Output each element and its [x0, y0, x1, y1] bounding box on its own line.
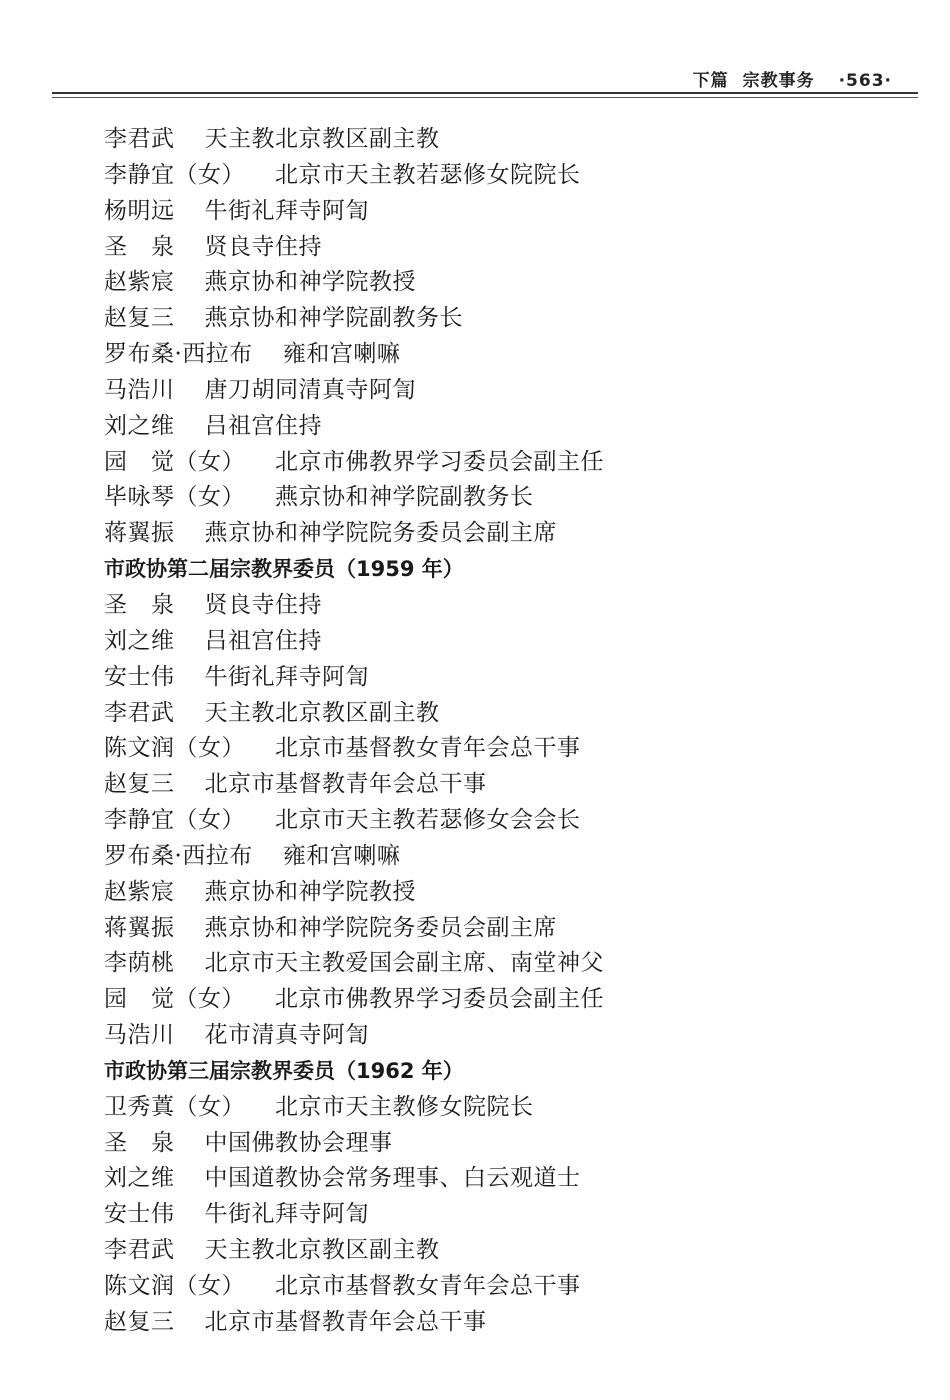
- running-header: [693, 66, 892, 91]
- member-role: 牛街礼拜寺阿訇: [204, 663, 369, 690]
- member-name: 赵复三: [104, 305, 175, 332]
- member-entry: [104, 875, 904, 911]
- member-role: 燕京协和神学院院务委员会副主席: [204, 914, 557, 941]
- member-role: 北京市天主教若瑟修女院院长: [275, 161, 581, 188]
- member-name: 蒋翼振: [104, 520, 175, 547]
- member-entry: [104, 1018, 904, 1054]
- member-list: [104, 122, 904, 1341]
- member-name: 毕咏琴（女）: [104, 484, 245, 511]
- member-entry: [104, 122, 904, 158]
- member-role: 贤良寺住持: [204, 591, 322, 618]
- member-role: 北京市佛教界学习委员会副主任: [275, 986, 604, 1013]
- member-role: 燕京协和神学院副教务长: [204, 305, 463, 332]
- member-name: 圣 泉: [104, 591, 175, 618]
- member-role: 北京市天主教爱国会副主席、南堂神父: [204, 950, 604, 977]
- member-name: 罗布桑·西拉布: [104, 341, 253, 368]
- member-entry: [104, 158, 904, 194]
- member-name: 安士伟: [104, 1201, 175, 1228]
- member-entry: [104, 1090, 904, 1126]
- member-role: 吕祖宫住持: [204, 627, 322, 654]
- member-entry: [104, 911, 904, 947]
- member-role: 中国佛教协会理事: [204, 1129, 393, 1156]
- member-entry: [104, 480, 904, 516]
- member-entry: [104, 516, 904, 552]
- member-entry: [104, 265, 904, 301]
- member-name: 蒋翼振: [104, 914, 175, 941]
- member-role: 北京市天主教若瑟修女会会长: [275, 807, 581, 834]
- member-entry: [104, 982, 904, 1018]
- member-name: 刘之维: [104, 412, 175, 439]
- member-entry: [104, 660, 904, 696]
- member-entry: [104, 373, 904, 409]
- member-entry: [104, 409, 904, 445]
- member-role: 雍和宫喇嘛: [282, 842, 401, 869]
- member-name: 圣 泉: [104, 1129, 175, 1156]
- member-entry: [104, 803, 904, 839]
- member-role: 北京市基督教青年会总干事: [204, 1308, 487, 1335]
- header-chapter: 宗教事务: [742, 71, 815, 91]
- section-heading: 市政协第二届宗教界委员（1959 年）: [104, 557, 464, 582]
- member-entry: [104, 1126, 904, 1162]
- member-name: 李静宜（女）: [104, 161, 245, 188]
- member-role: 牛街礼拜寺阿訇: [204, 1201, 369, 1228]
- section-heading: 市政协第三届宗教界委员（1962 年）: [104, 1058, 464, 1083]
- member-role: 牛街礼拜寺阿訇: [204, 197, 369, 224]
- header-rule: [52, 92, 918, 94]
- member-role: 天主教北京教区副主教: [204, 126, 440, 152]
- member-name: 刘之维: [104, 1165, 175, 1192]
- member-role: 燕京协和神学院教授: [204, 269, 416, 296]
- member-role: 北京市天主教修女院院长: [275, 1093, 534, 1120]
- member-role: 北京市佛教界学习委员会副主任: [275, 448, 604, 475]
- member-name: 园 觉（女）: [104, 448, 245, 475]
- page-number: ·563·: [838, 71, 892, 91]
- member-entry: [104, 1161, 904, 1197]
- member-name: 罗布桑·西拉布: [104, 842, 253, 869]
- header-section: 下篇: [692, 71, 729, 91]
- member-entry: [104, 1305, 904, 1341]
- member-entry: [104, 696, 904, 732]
- member-entry: [104, 839, 904, 875]
- member-name: 刘之维: [104, 627, 175, 654]
- member-name: 陈文润（女）: [104, 735, 245, 762]
- member-name: 李荫桃: [104, 950, 175, 977]
- member-role: 吕祖宫住持: [204, 412, 322, 439]
- member-name: 赵紫宸: [104, 878, 175, 905]
- member-role: 花市清真寺阿訇: [204, 1022, 369, 1049]
- member-role: 天主教北京教区副主教: [204, 699, 440, 726]
- member-name: 李君武: [104, 126, 175, 152]
- member-entry: [104, 731, 904, 767]
- member-entry: [104, 588, 904, 624]
- member-entry: [104, 624, 904, 660]
- member-entry: [104, 230, 904, 266]
- member-entry: [104, 767, 904, 803]
- member-name: 杨明远: [104, 197, 175, 224]
- member-role: 贤良寺住持: [204, 233, 322, 260]
- member-entry: [104, 194, 904, 230]
- member-name: 赵复三: [104, 771, 175, 798]
- member-role: 北京市基督教女青年会总干事: [275, 735, 581, 762]
- member-role: 中国道教协会常务理事、白云观道士: [204, 1165, 581, 1192]
- member-name: 李静宜（女）: [104, 807, 245, 834]
- member-name: 赵复三: [104, 1308, 175, 1335]
- member-name: 李君武: [104, 1237, 175, 1264]
- member-role: 北京市基督教女青年会总干事: [275, 1273, 581, 1299]
- member-role: 唐刀胡同清真寺阿訇: [204, 376, 416, 403]
- member-name: 园 觉（女）: [104, 986, 245, 1013]
- member-role: 北京市基督教青年会总干事: [204, 771, 487, 798]
- member-entry: [104, 946, 904, 982]
- member-entry: [104, 1233, 904, 1269]
- member-name: 圣 泉: [104, 233, 175, 260]
- member-name: 李君武: [104, 699, 175, 726]
- member-entry: [104, 445, 904, 481]
- member-entry: [104, 1197, 904, 1233]
- member-name: 马浩川: [104, 376, 175, 403]
- member-name: 卫秀蒖（女）: [104, 1093, 245, 1120]
- page-header: [52, 64, 918, 94]
- member-name: 安士伟: [104, 663, 175, 690]
- member-name: 陈文润（女）: [104, 1273, 245, 1299]
- member-entry: [104, 337, 904, 373]
- member-role: 雍和宫喇嘛: [282, 341, 401, 368]
- member-role: 燕京协和神学院教授: [204, 878, 416, 905]
- header-rule-thin: [52, 97, 918, 98]
- member-role: 天主教北京教区副主教: [204, 1237, 440, 1264]
- member-role: 燕京协和神学院院务委员会副主席: [204, 520, 557, 547]
- member-name: 马浩川: [104, 1022, 175, 1049]
- member-name: 赵紫宸: [104, 269, 175, 296]
- member-role: 燕京协和神学院副教务长: [275, 484, 534, 511]
- member-entry: [104, 301, 904, 337]
- member-entry: [104, 1269, 904, 1305]
